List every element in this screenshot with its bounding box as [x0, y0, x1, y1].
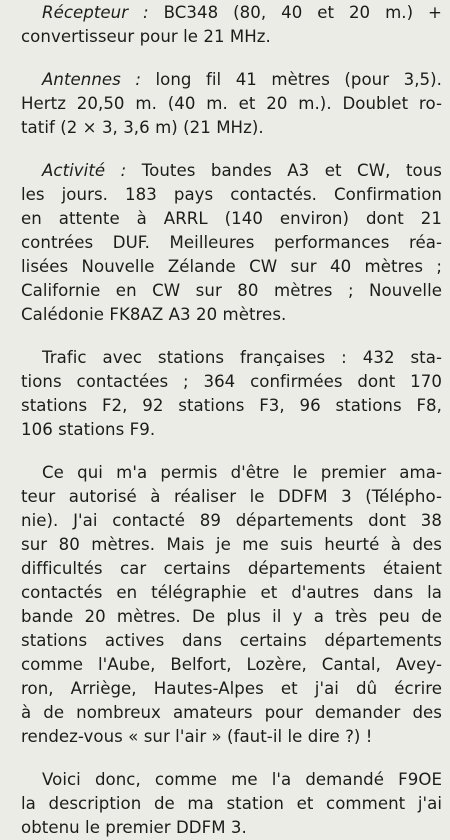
text-line: Activité : Toutes bandes A3 et CW, tous	[42, 161, 442, 180]
paragraph-ddfm	[21, 461, 442, 749]
text-line: contactés en télégraphie et d'autres dans la	[21, 583, 442, 602]
text-line: les jours. 183 pays contactés. Confirmation	[21, 185, 442, 204]
text-line: 106 stations F9.	[21, 420, 156, 439]
text-line: en attente à ARRL (140 environ) dont 21	[21, 209, 442, 228]
text-line: bande 20 mètres. De plus il y a très peu de	[21, 607, 442, 626]
text-line: tatif (2 × 3, 3,6 m) (21 MHz).	[21, 118, 264, 137]
paragraph-activite	[21, 159, 442, 327]
text-line: Hertz 20,50 m. (40 m. et 20 m.). Doublet ro-	[21, 94, 442, 113]
lead-label: Activité :	[42, 161, 127, 180]
text-line: à de nombreux amateurs pour demander des	[21, 703, 442, 722]
lead-label: Antennes :	[42, 70, 141, 89]
text-line: obtenu le premier DDFM 3.	[21, 818, 247, 837]
text-line: tions contactées ; 364 confirmées dont 170	[21, 372, 442, 391]
paragraph-recepteur	[21, 1, 442, 49]
text-line: ron, Arriège, Hautes-Alpes et j'ai dû écrire	[21, 679, 442, 698]
paragraph-trafic	[21, 346, 442, 442]
lead-label: Récepteur :	[42, 3, 149, 22]
text-line: nie). J'ai contacté 89 départements dont 38	[21, 511, 442, 530]
text-line: difficultés car certains départements étaient	[21, 559, 442, 578]
text-line: Voici donc, comme me l'a demandé F9OE	[42, 770, 442, 789]
text-line: rendez-vous « sur l'air » (faut-il le dire ?) !	[21, 727, 373, 746]
text-line: contrées DUF. Meilleures performances réa-	[21, 233, 442, 252]
text-line: stations F2, 92 stations F3, 96 stations F8,	[21, 396, 442, 415]
text-line: teur autorisé à réaliser le DDFM 3 (Télépho-	[21, 487, 442, 506]
text-line: la description de ma station et comment j'ai	[21, 794, 442, 813]
paragraph-antennes	[21, 68, 442, 140]
text-line: comme l'Aube, Belfort, Lozère, Cantal, Avey-	[21, 655, 442, 674]
text-line: Californie en CW sur 80 mètres ; Nouvelle	[21, 281, 442, 300]
paragraph-voici	[21, 768, 442, 840]
text-line: stations actives dans certains départements	[21, 631, 442, 650]
text-line: Ce qui m'a permis d'être le premier ama-	[42, 463, 442, 482]
text-line: Antennes : long fil 41 mètres (pour 3,5).	[42, 70, 442, 89]
text-line: Trafic avec stations françaises : 432 sta-	[42, 348, 442, 367]
text-line: Récepteur : BC348 (80, 40 et 20 m.) +	[42, 3, 443, 22]
text-line: lisées Nouvelle Zélande CW sur 40 mètres ;	[21, 257, 442, 276]
text-line: sur 80 mètres. Mais je me suis heurté à des	[21, 535, 442, 554]
text-line: convertisseur pour le 21 MHz.	[21, 27, 271, 46]
text-line: Calédonie FK8AZ A3 20 mètres.	[21, 305, 287, 324]
